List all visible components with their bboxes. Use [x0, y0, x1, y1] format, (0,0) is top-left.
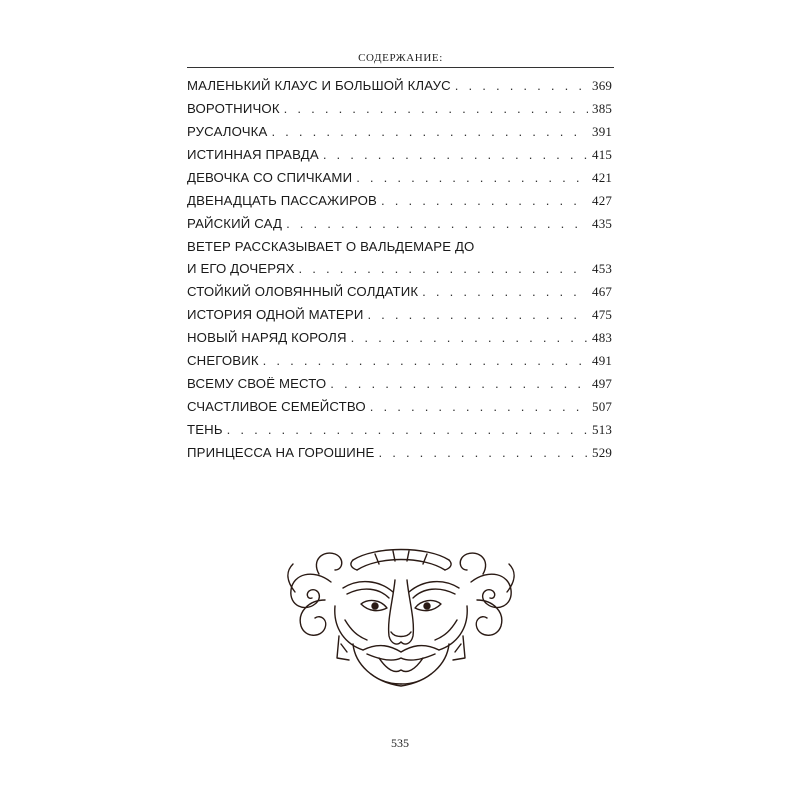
- toc-title: РУСАЛОЧКА: [187, 124, 268, 139]
- dot-leader: [356, 167, 588, 189]
- toc-title: ДВЕНАДЦАТЬ ПАССАЖИРОВ: [187, 193, 378, 208]
- toc-title: ИСТОРИЯ ОДНОЙ МАТЕРИ: [187, 307, 364, 322]
- toc-page-number: 453: [592, 261, 612, 276]
- toc-title: ВОРОТНИЧОК: [187, 101, 280, 116]
- toc-page-number: 415: [592, 147, 612, 162]
- toc-title-line-1: ВЕТЕР РАССКАЗЫВАЕТ О ВАЛЬДЕМАРЕ ДО: [187, 239, 475, 254]
- toc-page-number: 435: [592, 216, 612, 231]
- dot-leader: [367, 304, 588, 326]
- table-of-contents: [187, 75, 612, 465]
- toc-entry[interactable]: [187, 75, 612, 98]
- toc-entry[interactable]: [187, 213, 612, 236]
- toc-entry[interactable]: [187, 442, 612, 465]
- toc-entry[interactable]: [187, 167, 612, 190]
- toc-title: ИСТИННАЯ ПРАВДА: [187, 147, 319, 162]
- running-head: СОДЕРЖАНИЕ:: [358, 52, 443, 64]
- toc-entry[interactable]: [187, 373, 612, 396]
- page-number: 535: [391, 736, 409, 750]
- toc-page-number: 475: [592, 307, 612, 322]
- dot-leader: [422, 281, 588, 303]
- toc-title: ВСЕМУ СВОЁ МЕСТО: [187, 376, 327, 391]
- toc-page-number: 467: [592, 284, 612, 299]
- dot-leader: [351, 327, 588, 349]
- toc-title: РАЙСКИЙ САД: [187, 216, 283, 231]
- toc-title: СНЕГОВИК: [187, 353, 259, 368]
- toc-entry[interactable]: [187, 419, 612, 442]
- toc-page-number: 369: [592, 78, 612, 93]
- toc-title: СТОЙКИЙ ОЛОВЯННЫЙ СОЛДАТИК: [187, 284, 419, 299]
- toc-page-number: 391: [592, 124, 612, 139]
- toc-entry[interactable]: [187, 98, 612, 121]
- toc-page-number: 421: [592, 170, 612, 185]
- dot-leader: [370, 396, 588, 418]
- toc-title: И ЕГО ДОЧЕРЯХ: [187, 261, 295, 276]
- toc-entry[interactable]: [187, 350, 612, 373]
- toc-title: НОВЫЙ НАРЯД КОРОЛЯ: [187, 330, 347, 345]
- toc-page-number: 427: [592, 193, 612, 208]
- toc-entry[interactable]: [187, 144, 612, 167]
- toc-page-number: 497: [592, 376, 612, 391]
- toc-page-number: 491: [592, 353, 612, 368]
- toc-entry[interactable]: [187, 121, 612, 144]
- grotesque-mask-icon: [283, 540, 519, 690]
- dot-leader: [323, 144, 588, 166]
- toc-page-number: 483: [592, 330, 612, 345]
- toc-entry[interactable]: [187, 396, 612, 419]
- toc-page-number: 513: [592, 422, 612, 437]
- toc-page-number: 385: [592, 101, 612, 116]
- toc-page-number: 529: [592, 445, 612, 460]
- dot-leader: [381, 190, 588, 212]
- dot-leader: [299, 258, 589, 280]
- toc-title: МАЛЕНЬКИЙ КЛАУС И БОЛЬШОЙ КЛАУС: [187, 78, 451, 93]
- dot-leader: [455, 75, 588, 97]
- toc-title: ПРИНЦЕССА НА ГОРОШИНЕ: [187, 445, 375, 460]
- dot-leader: [263, 350, 588, 372]
- toc-title: ДЕВОЧКА СО СПИЧКАМИ: [187, 170, 353, 185]
- toc-title: ТЕНЬ: [187, 422, 223, 437]
- head-rule: [187, 67, 614, 68]
- toc-entry[interactable]: [187, 190, 612, 213]
- toc-entry[interactable]: [187, 236, 612, 281]
- toc-entry[interactable]: [187, 327, 612, 350]
- dot-leader: [330, 373, 588, 395]
- dot-leader: [286, 213, 588, 235]
- dot-leader: [227, 419, 588, 441]
- toc-entry[interactable]: [187, 281, 612, 304]
- dot-leader: [284, 98, 588, 120]
- toc-title: СЧАСТЛИВОЕ СЕМЕЙСТВО: [187, 399, 366, 414]
- dot-leader: [378, 442, 588, 464]
- toc-page-number: 507: [592, 399, 612, 414]
- dot-leader: [271, 121, 588, 143]
- toc-entry[interactable]: [187, 304, 612, 327]
- toc-entry-row: [187, 258, 612, 280]
